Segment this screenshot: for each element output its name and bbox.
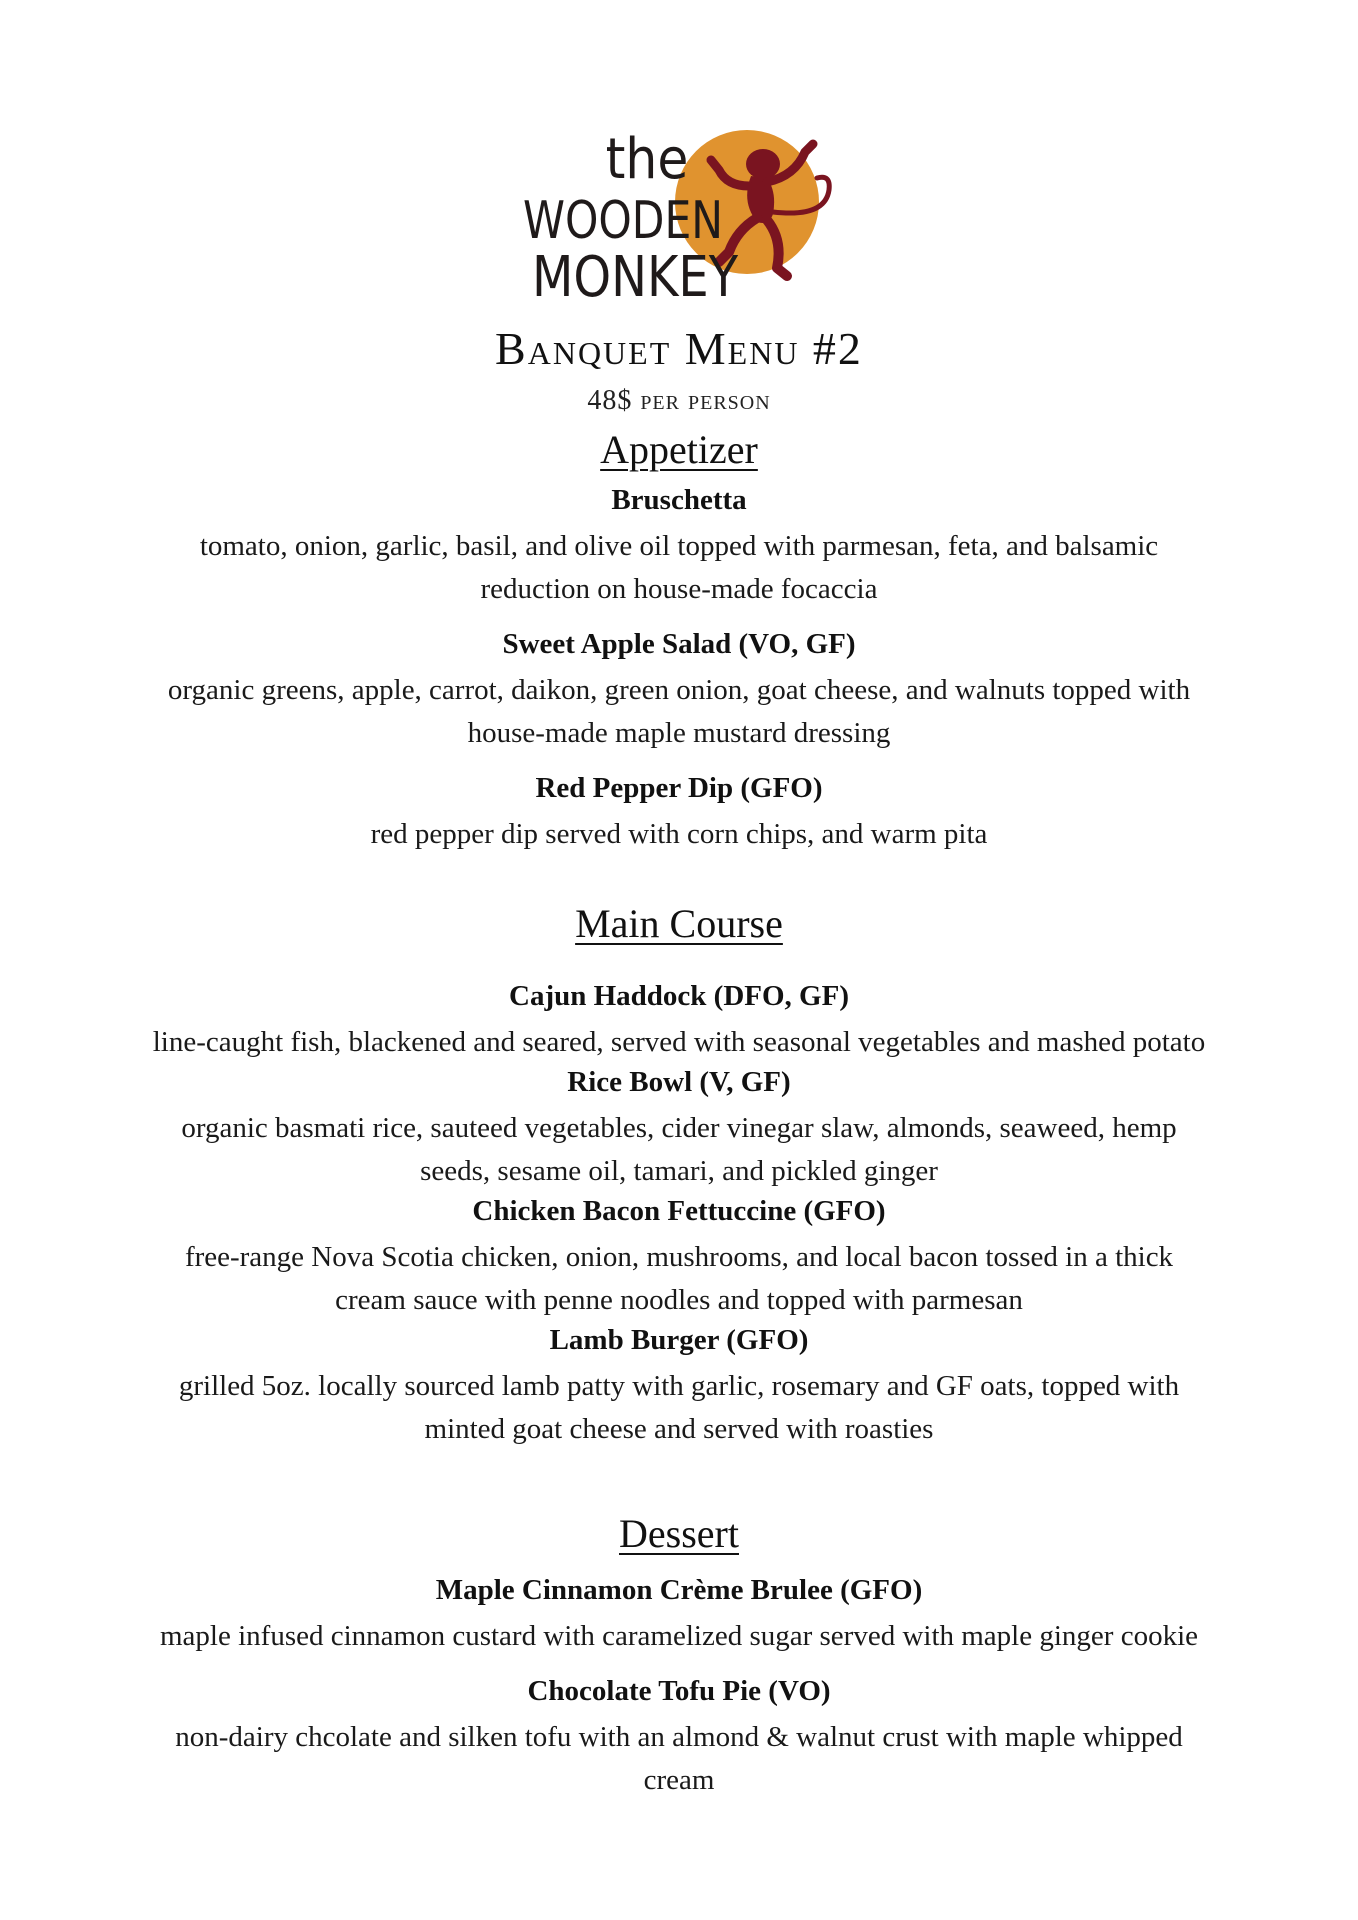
logo-graphic — [505, 130, 855, 305]
item-desc-lamb-burger-line-1: grilled 5oz. locally sourced lamb patty with garlic, rosemary and GF oats, topped with — [178, 1370, 1180, 1402]
item-name-maple-cinnamon-creme-brulee: Maple Cinnamon Crème Brulee (GFO) — [435, 1574, 923, 1606]
item-name-rice-bowl: Rice Bowl (V, GF) — [567, 1066, 791, 1098]
item-desc-bruschetta-line-2: reduction on house-made focaccia — [480, 573, 878, 605]
item-desc-sweet-apple-salad-line-1: organic greens, apple, carrot, daikon, green onion, goat cheese, and walnuts topped with — [167, 674, 1191, 706]
price-per-person: 48$ per person — [587, 385, 771, 416]
item-name-bruschetta: Bruschetta — [611, 484, 747, 516]
item-desc-chocolate-tofu-pie-line-1: non-dairy chcolate and silken tofu with an almond & walnut crust with maple whipped — [175, 1721, 1183, 1753]
item-name-red-pepper-dip: Red Pepper Dip (GFO) — [535, 772, 823, 804]
item-name-chocolate-tofu-pie: Chocolate Tofu Pie (VO) — [527, 1675, 831, 1707]
item-desc-chicken-bacon-fettuccine-line-1: free-range Nova Scotia chicken, onion, mushrooms, and local bacon tossed in a thick — [184, 1241, 1174, 1273]
item-desc-cajun-haddock-line-1: line-caught fish, blackened and seared, served with seasonal vegetables and mashed potato — [152, 1026, 1206, 1058]
logo-word-the: the — [605, 130, 689, 192]
wooden-monkey-logo — [505, 130, 855, 305]
item-desc-rice-bowl-line-1: organic basmati rice, sauteed vegetables, cider vinegar slaw, almonds, seaweed, hemp — [181, 1112, 1177, 1144]
section-heading-dessert: Dessert — [619, 1511, 739, 1556]
section-heading-main-course: Main Course — [575, 901, 783, 946]
logo-word-monkey: MONKEY — [532, 245, 739, 305]
item-desc-chicken-bacon-fettuccine-line-2: cream sauce with penne noodles and topped with parmesan — [335, 1284, 1023, 1316]
item-desc-lamb-burger-line-2: minted goat cheese and served with roasties — [424, 1413, 934, 1445]
item-name-chicken-bacon-fettuccine: Chicken Bacon Fettuccine (GFO) — [472, 1195, 886, 1227]
section-heading-appetizer: Appetizer — [600, 427, 758, 472]
item-name-lamb-burger: Lamb Burger (GFO) — [549, 1324, 809, 1356]
item-desc-chocolate-tofu-pie-line-2: cream — [643, 1764, 715, 1796]
item-name-sweet-apple-salad: Sweet Apple Salad (VO, GF) — [502, 628, 856, 660]
logo-word-wooden: WOODEN — [523, 191, 723, 251]
item-desc-rice-bowl-line-2: seeds, sesame oil, tamari, and pickled ginger — [420, 1155, 938, 1187]
item-desc-maple-cinnamon-creme-brulee-line-1: maple infused cinnamon custard with caramelized sugar served with maple ginger cookie — [160, 1620, 1198, 1652]
item-name-cajun-haddock: Cajun Haddock (DFO, GF) — [509, 980, 849, 1012]
item-desc-sweet-apple-salad-line-2: house-made maple mustard dressing — [467, 717, 891, 749]
item-desc-bruschetta-line-1: tomato, onion, garlic, basil, and olive oil topped with parmesan, feta, and balsamic — [199, 530, 1159, 562]
item-desc-red-pepper-dip-line-1: red pepper dip served with corn chips, and warm pita — [370, 818, 988, 850]
menu-title: Banquet Menu #2 — [495, 323, 863, 374]
